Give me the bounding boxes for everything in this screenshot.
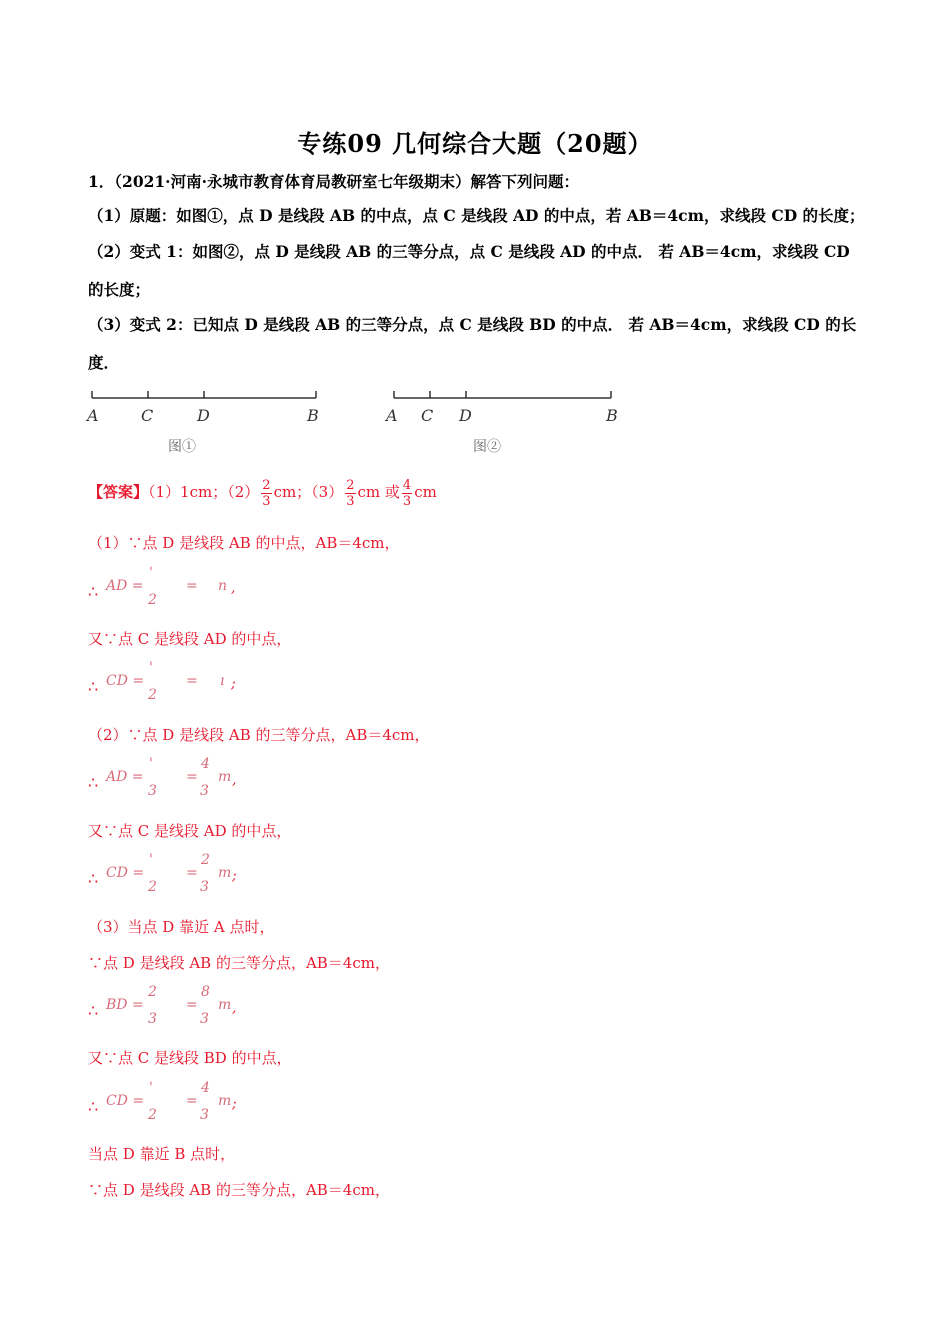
eq-cd3-lhs: CD = (106, 1093, 145, 1109)
eq-ad2-eq: = (186, 769, 198, 785)
eq-cd2-lhs: CD = (106, 865, 145, 881)
question-header (88, 170, 579, 192)
eq-cd2-num: ' (149, 852, 153, 868)
eq-ad-eq: = (186, 578, 198, 594)
question-part-3: （3）变式 2：已知点 D 是线段 AB 的三等分点，点 C 是线段 BD 的中点． 若 AB＝4cm，求线段 CD 的长 (88, 315, 857, 334)
eq-cd1-rhs: ı (220, 673, 225, 689)
eq-bd-num2: 8 (201, 984, 210, 1000)
eq-ad-den: 2 (148, 592, 157, 608)
fig2-label-b: B (606, 406, 618, 425)
answer-fraction-1: $\frac{2}{3}$ (262, 477, 271, 509)
fig2-label-c: C (421, 406, 434, 425)
eq-cd3-num2: 4 (201, 1080, 210, 1096)
eq-cd1-lhs: CD = (106, 673, 145, 689)
solution-therefore-2: ∴ (88, 677, 99, 696)
eq-ad2-num: ' (149, 756, 153, 772)
fig2-label-d: D (459, 406, 472, 425)
answer-part-4: cm (414, 483, 437, 501)
solution-line-15: ∵点 D 是线段 AB 的三等分点，AB＝4cm， (88, 1181, 390, 1199)
eq-bd-lhs: BD = (106, 997, 144, 1013)
eq-cd3-unit: m (218, 1093, 232, 1109)
solution-therefore-3: ∴ (88, 773, 99, 792)
eq-ad2-den: 3 (148, 783, 157, 799)
solution-therefore-4: ∴ (88, 869, 99, 888)
eq-ad2-lhs: AD = (106, 769, 144, 785)
solution-therefore-5: ∴ (88, 1001, 99, 1020)
eq-bd-den2: 3 (200, 1011, 209, 1027)
solution-line-9: （3）当点 D 靠近 A 点时， (88, 918, 275, 936)
fig1-label-a: A (87, 406, 99, 425)
figure-1-segment (88, 388, 328, 408)
figure-2-segment (388, 388, 618, 408)
eq-ad-num: ' (149, 565, 153, 581)
solution-line-14: 当点 D 靠近 B 点时， (88, 1145, 236, 1163)
eq-cd1-punct: ; (231, 676, 236, 692)
solution-therefore-6: ∴ (88, 1097, 99, 1116)
eq-cd3-den: 2 (148, 1107, 157, 1123)
question-number: 1． (88, 172, 115, 191)
question-part-3-cont: 度． (88, 353, 120, 372)
eq-cd3-eq: = (186, 1093, 198, 1109)
eq-bd-num: 2 (148, 984, 157, 1000)
question-part-2-cont: 的长度； (88, 280, 151, 299)
eq-cd3-punct: ; (232, 1096, 237, 1112)
solution-line-10: ∵点 D 是线段 AB 的三等分点，AB＝4cm， (88, 954, 390, 972)
eq-cd2-punct: ; (232, 868, 237, 884)
answer-part-2: cm；（3） (273, 483, 344, 501)
fig1-label-c: C (141, 406, 154, 425)
eq-ad2-num2: 4 (201, 756, 210, 772)
solution-line-3: 又∵点 C 是线段 AD 的中点， (88, 630, 292, 648)
question-part-2: （2）变式 1：如图②，点 D 是线段 AB 的三等分点，点 C 是线段 AD 的中点． 若 AB＝4cm，求线段 CD (88, 242, 850, 261)
solution-line-1: （1）∵点 D 是线段 AB 的中点，AB＝4cm， (88, 534, 400, 552)
fig1-label-b: B (307, 406, 319, 425)
answer-label: 【答案】 (88, 483, 149, 501)
question-part-1: （1）原题：如图①，点 D 是线段 AB 的中点，点 C 是线段 AD 的中点，若 AB＝4cm，求线段 CD 的长度； (88, 206, 865, 225)
eq-bd-punct: , (232, 1000, 237, 1016)
eq-ad-lhs: AD = (106, 578, 144, 594)
fig1-caption: 图① (168, 439, 196, 455)
answer-part-1: （1）1cm；（2） (148, 483, 260, 501)
eq-cd3-num: ' (149, 1080, 153, 1096)
fig1-label-d: D (197, 406, 210, 425)
answer-fraction-3: $\frac{4}{3}$ (402, 477, 412, 509)
answer-line (88, 470, 437, 514)
solution-line-5: （2）∵点 D 是线段 AB 的三等分点，AB＝4cm， (88, 726, 430, 744)
question-source: （2021·河南·永城市教育体育局教研室七年级期末）解答下列问题： (114, 172, 579, 191)
answer-part-3: cm 或 (357, 483, 400, 501)
solution-therefore-1: ∴ (88, 582, 99, 601)
eq-cd2-num2: 2 (201, 852, 210, 868)
fig2-caption: 图② (473, 439, 501, 455)
eq-cd1-den: 2 (148, 687, 157, 703)
eq-ad-rhs: n (218, 578, 228, 594)
eq-bd-eq: = (186, 997, 198, 1013)
eq-cd1-eq: = (186, 673, 198, 689)
eq-cd2-den2: 3 (200, 879, 209, 895)
eq-ad-punct: , (231, 580, 236, 596)
eq-ad2-unit: m (218, 769, 232, 785)
solution-line-12: 又∵点 C 是线段 BD 的中点， (88, 1049, 292, 1067)
eq-cd3-den2: 3 (200, 1107, 209, 1123)
eq-cd2-eq: = (186, 865, 198, 881)
eq-ad2-den2: 3 (200, 783, 209, 799)
eq-cd2-den: 2 (148, 879, 157, 895)
eq-bd-den: 3 (148, 1011, 157, 1027)
eq-ad2-punct: , (232, 772, 237, 788)
page-title: 专练09 几何综合大题（20题） (297, 129, 653, 158)
eq-bd-unit: m (218, 997, 232, 1013)
eq-cd2-unit: m (218, 865, 232, 881)
solution-line-7: 又∵点 C 是线段 AD 的中点， (88, 822, 292, 840)
answer-fraction-2: $\frac{2}{3}$ (346, 477, 355, 509)
fig2-label-a: A (386, 406, 398, 425)
eq-cd1-num: ' (149, 660, 153, 676)
